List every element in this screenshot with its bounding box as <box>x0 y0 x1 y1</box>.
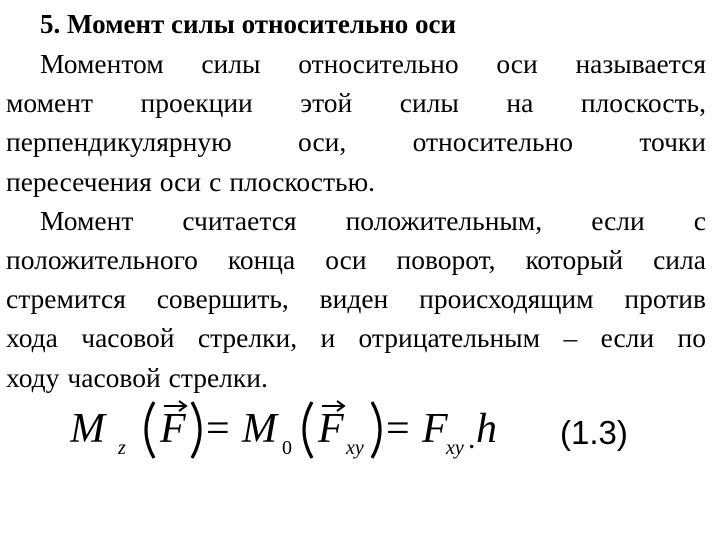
text-word: – <box>563 322 578 354</box>
text-word: стрелки. <box>168 361 268 393</box>
text-line <box>6 201 706 240</box>
equals-sign: = <box>386 406 410 452</box>
text-word: называется <box>575 48 706 79</box>
formula-symbol-f: F <box>160 406 186 452</box>
body-text <box>6 44 706 397</box>
text-word: плоскостью. <box>229 165 375 197</box>
formula-symbol-h: h <box>476 406 497 452</box>
text-word: этой <box>300 87 353 119</box>
formula <box>70 388 540 478</box>
text-word: Момент <box>40 204 134 236</box>
text-word: сила <box>653 243 706 275</box>
text-line <box>6 318 706 357</box>
text-word: относительно <box>298 48 459 79</box>
text-word: конца <box>227 243 296 275</box>
text-word: ходу <box>6 361 60 393</box>
formula-subscript-xy: xy <box>346 437 364 459</box>
text-word: Моментом <box>40 48 164 79</box>
text-line <box>6 44 706 83</box>
text-word: оси <box>325 243 367 275</box>
text-word: часовой <box>67 361 161 393</box>
multiply-dot: . <box>468 422 476 455</box>
text-word: если <box>591 204 645 236</box>
text-line <box>6 279 706 318</box>
text-line <box>6 162 706 201</box>
text-word: часовой <box>81 322 175 354</box>
text-word: силы <box>201 48 261 79</box>
right-paren <box>372 402 380 458</box>
text-word: оси <box>159 165 202 197</box>
text-line <box>6 122 706 161</box>
text-word: считается <box>182 204 297 236</box>
text-word: стремится <box>6 283 126 315</box>
text-word: против <box>624 283 706 315</box>
text-word: стрелки, <box>197 322 298 354</box>
formula-symbol-f: F <box>422 406 448 452</box>
left-paren <box>304 402 312 458</box>
text-word: пересечения <box>6 165 152 197</box>
text-line <box>6 83 706 122</box>
section-heading: 5. Момент силы относительно оси <box>40 9 457 39</box>
text-line <box>6 240 706 279</box>
text-word: хода <box>6 322 58 354</box>
text-word: совершить, <box>156 283 289 315</box>
text-word: оси <box>496 48 538 79</box>
formula-symbol-m: M <box>242 406 277 452</box>
text-word: проекции <box>140 87 253 119</box>
text-word: оси, <box>298 126 347 158</box>
text-word: происходящим <box>419 283 594 315</box>
text-word: виден <box>319 283 389 315</box>
text-word: и <box>320 322 336 354</box>
formula-svg <box>70 388 540 478</box>
text-word: если <box>600 322 655 354</box>
text-word: относительно <box>412 126 574 158</box>
equals-sign: = <box>206 406 230 452</box>
formula-symbol-f: F <box>318 406 344 452</box>
text-word: с <box>693 204 706 236</box>
formula-subscript-0: 0 <box>282 437 292 459</box>
text-word: по <box>677 322 706 354</box>
formula-subscript-z: z <box>118 437 126 459</box>
text-word: который <box>525 243 624 275</box>
text-word: положительным, <box>345 204 543 236</box>
text-word: отрицательным <box>358 322 541 354</box>
text-word: плоскость, <box>580 87 706 119</box>
text-word: поворот, <box>396 243 496 275</box>
text-word: с <box>209 165 222 197</box>
text-word: на <box>506 87 534 119</box>
text-word: перпендикулярную <box>6 126 232 158</box>
formula-subscript-xy: xy <box>446 437 464 459</box>
text-word: момент <box>6 87 93 119</box>
text-word: точки <box>639 126 706 158</box>
equation-number: (1.3) <box>560 414 628 451</box>
text-word: силы <box>399 87 459 119</box>
text-word: положительного <box>6 243 198 275</box>
formula-symbol-m: M <box>70 406 105 452</box>
right-paren <box>192 402 200 458</box>
left-paren <box>146 402 154 458</box>
